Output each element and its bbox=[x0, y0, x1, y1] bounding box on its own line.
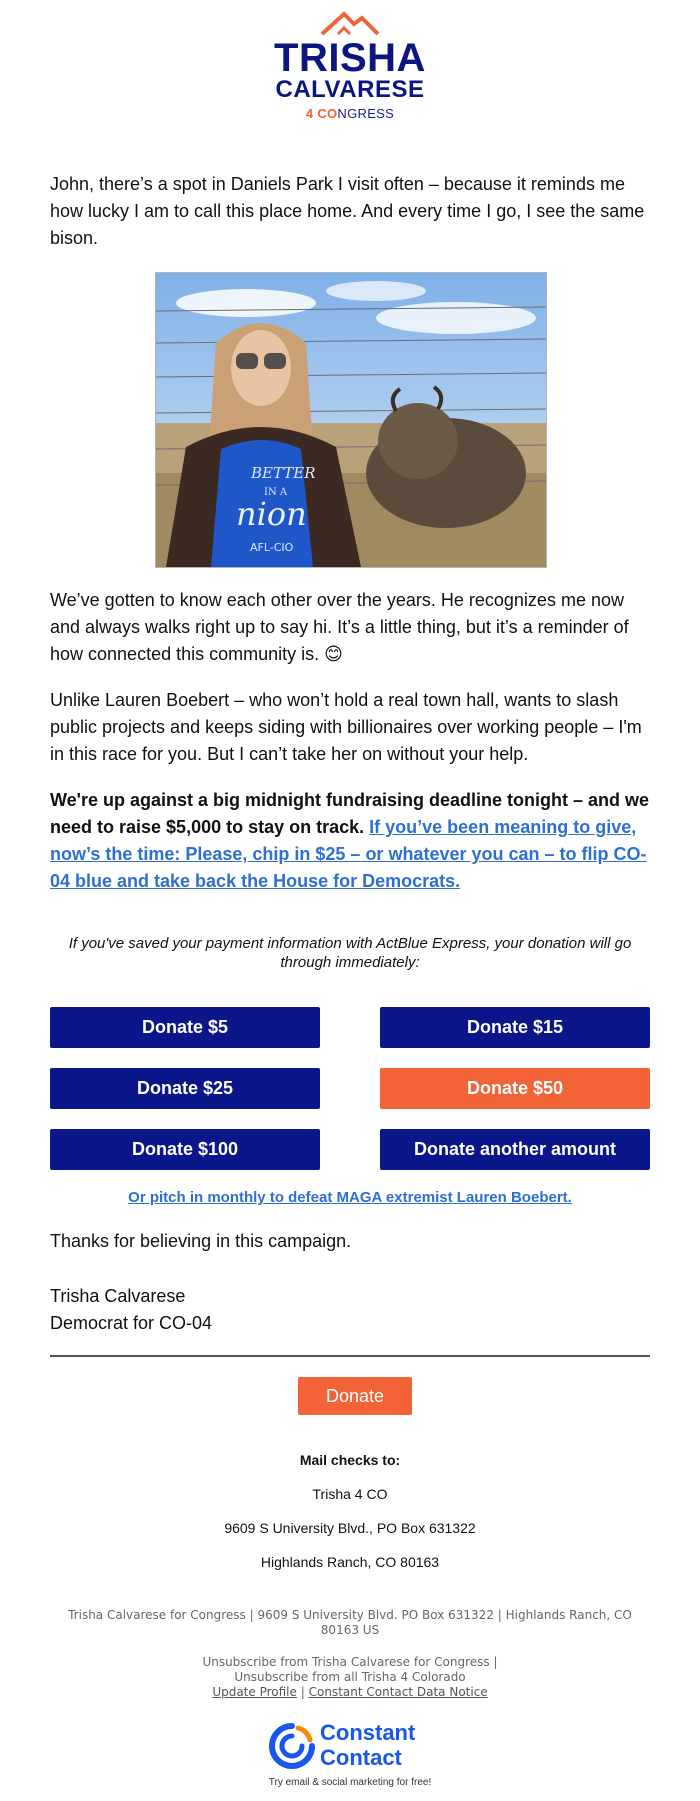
mountain-logo-icon bbox=[318, 8, 382, 38]
logo-sub-number: 4 bbox=[305, 106, 314, 121]
unsubscribe-all-link[interactable]: Unsubscribe from all Trisha 4 Colorado bbox=[234, 1670, 466, 1684]
mail-checks-heading: Mail checks to: bbox=[299, 1452, 401, 1468]
intro-paragraph: John, there’s a spot in Daniels Park I visit often – because it reminds me how lucky I am to call this place home. And every time I go, I see the same bison. bbox=[50, 174, 645, 248]
mail-line-3: Highlands Ranch, CO 80163 bbox=[260, 1554, 440, 1570]
footer-address: Trisha Calvarese for Congress | 9609 S University Blvd. PO Box 631322 | Highlands Ranch, CO 80163 US bbox=[68, 1608, 632, 1637]
unsubscribe-campaign-link[interactable]: Unsubscribe from Trisha Calvarese for Congress bbox=[202, 1655, 490, 1669]
separator: | bbox=[493, 1655, 498, 1669]
signature-name: Trisha Calvarese bbox=[50, 1286, 186, 1306]
cc-line-1: Constant bbox=[320, 1720, 416, 1745]
photo-illustration bbox=[156, 273, 546, 567]
donate-5-button[interactable]: Donate $5 bbox=[50, 1007, 320, 1048]
deadline-bold-text: We're up against a big midnight fundraising deadline tonight – and we need to raise $5,000 to stay on track. bbox=[50, 790, 649, 837]
separator: | bbox=[300, 1685, 305, 1699]
donate-other-amount-button[interactable]: Donate another amount bbox=[380, 1129, 650, 1170]
logo-sub-rest: NGRESS bbox=[337, 106, 395, 121]
thanks-text: Thanks for believing in this campaign. bbox=[50, 1231, 352, 1251]
donate-100-button[interactable]: Donate $100 bbox=[50, 1129, 320, 1170]
campaign-logo bbox=[0, 8, 700, 121]
chip-in-link[interactable]: If you’ve been meaning to give, now’s the time: Please, chip in $25 – or whatever you can – to flip CO-04 blue and take back the House for Democrats. bbox=[50, 817, 647, 891]
shirt-text-1: BETTER bbox=[251, 464, 316, 482]
logo-subtitle bbox=[0, 106, 700, 121]
bison-photo bbox=[155, 272, 547, 568]
shirt-text-3: nion bbox=[236, 495, 307, 533]
donate-25-button[interactable]: Donate $25 bbox=[50, 1068, 320, 1109]
donate-50-button[interactable]: Donate $50 bbox=[380, 1068, 650, 1109]
actblue-note: If you've saved your payment information with ActBlue Express, your donation will go through immediately: bbox=[68, 935, 632, 971]
footer-donate-button[interactable]: Donate bbox=[298, 1377, 412, 1415]
logo-sub-co: CO bbox=[317, 106, 338, 121]
shirt-text-4: AFL-CIO bbox=[250, 541, 294, 554]
mail-line-1: Trisha 4 CO bbox=[312, 1486, 388, 1502]
community-paragraph: We’ve gotten to know each other over the years. He recognizes me now and always walks right up to say hi. It’s a little thing, but it’s a reminder of how connected this community is. 😊 bbox=[50, 590, 629, 664]
mail-line-2: 9609 S University Blvd., PO Box 631322 bbox=[224, 1520, 476, 1536]
constant-contact-wordmark bbox=[320, 1720, 415, 1770]
deadline-paragraph bbox=[50, 787, 650, 895]
monthly-donation-link[interactable]: Or pitch in monthly to defeat MAGA extremist Lauren Boebert. bbox=[128, 1189, 572, 1206]
constant-contact-icon bbox=[268, 1722, 316, 1770]
logo-first-name: TRISHA bbox=[274, 36, 426, 80]
logo-last-name: CALVARESE bbox=[275, 76, 425, 103]
footer-unsubscribe bbox=[60, 1655, 640, 1700]
data-notice-link[interactable]: Constant Contact Data Notice bbox=[308, 1685, 488, 1699]
boebert-paragraph: Unlike Lauren Boebert – who won’t hold a real town hall, wants to slash public projects and keeps siding with billionaires over working people – I'm in this race for you. But I can’t take her on without your help. bbox=[50, 690, 642, 764]
divider bbox=[50, 1355, 650, 1357]
cc-line-2: Contact bbox=[320, 1745, 402, 1770]
cc-tagline: Try email & social marketing for free! bbox=[268, 1777, 432, 1788]
shirt-text-2: IN A bbox=[264, 487, 288, 498]
signature-title: Democrat for CO-04 bbox=[50, 1313, 213, 1333]
donate-15-button[interactable]: Donate $15 bbox=[380, 1007, 650, 1048]
update-profile-link[interactable]: Update Profile bbox=[212, 1685, 297, 1699]
constant-contact-logo[interactable] bbox=[268, 1718, 438, 1774]
